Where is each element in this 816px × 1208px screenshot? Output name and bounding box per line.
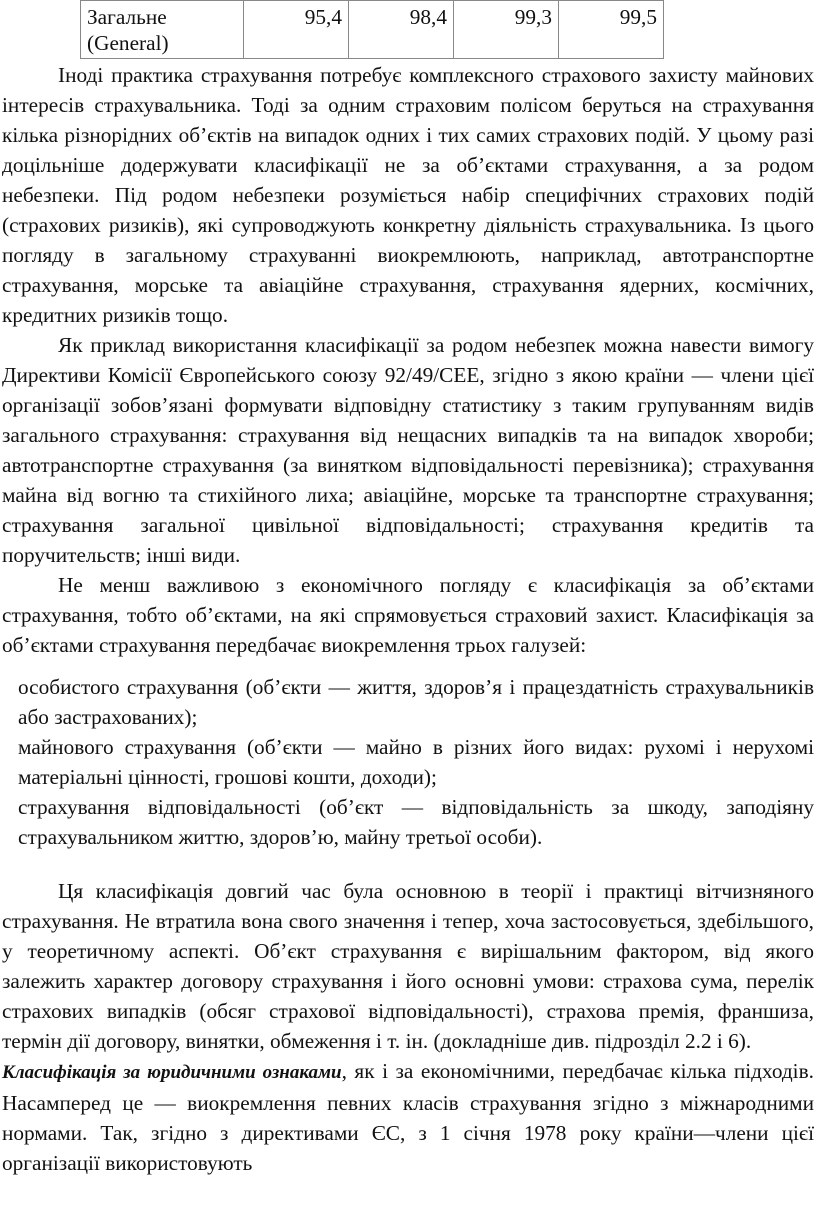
statistics-table — [80, 0, 664, 59]
paragraph-hazard-classification: Іноді практика страхування потребує комплексного страхового захисту майнових інтересів страхувальника. Тоді за одним страховим полісом беруться на страхування кілька різнорідних об’єктів на випадок одних і тих самих страхових подій. У цьому разі доцільніше додержувати класифікації не за об’єктами страхування, а за родом небезпеки. Під родом небезпеки розуміється набір специфічних страхових подій (страхових ризиків), які супроводжують конкретну діяльність страхувальника. Із цього погляду в загальному страхуванні виокремлюють, наприклад, автотранспортне страхування, морське та авіаційне страхування, страхування ядерних, космічних, кредитних ризиків тощо. — [2, 63, 814, 327]
insurance-branches-list — [2, 672, 814, 852]
list-item-liability-insurance: страхування відповідальності (об’єкт — відповідальність за шкоду, заподіяну страхувальником життю, здоров’ю, майну третьої особи). — [18, 795, 814, 849]
table-cell-value-3: 99,3 — [454, 1, 559, 59]
list-item-personal-insurance: особистого страхування (об’єкти — життя, здоров’я і працездатність страхувальників або застрахованих); — [18, 675, 814, 729]
table-cell-value-4: 99,5 — [559, 1, 664, 59]
table-cell-value-2: 98,4 — [349, 1, 454, 59]
list-item-property-insurance: майнового страхування (об’єкти — майно в різних його видах: рухомі і нерухомі матеріальні цінності, грошові кошти, доходи); — [18, 735, 814, 789]
table-cell-value-1: 95,4 — [244, 1, 349, 59]
paragraph-legal-classification-text: , як і за економічними, передбачає кілька підходів. Насамперед це — виокремлення певних класів страхування згідно з міжнародними нормами. Так, згідно з директивами ЄС, з 1 січня 1978 року країни—члени цієї організації використовують — [2, 1059, 814, 1175]
paragraph-object-classification: Не менш важливою з економічного погляду є класифікація за об’єктами страхування, тобто об’єктами, на які спрямовується страховий захист. Класифікація за об’єктами страхування передбачає виокремлення трьох галузей: — [2, 573, 814, 657]
paragraph-eu-directive-example: Як приклад використання класифікації за родом небезпек можна навести вимогу Директиви Комісії Європейського союзу 92/49/CEE, згідно з якою країни — члени цієї організації зобов’язані формувати відповідну статистику з таким групуванням видів загального страхування: страхування від нещасних випадків та на випадок хвороби; автотранспортне страхування (за винятком відповідальності перевізника); страхування майна від вогню та стихійного лиха; авіаційне, морське та транспортне страхування; страхування загальної цивільної відповідальності; страхування кредитів та поручительств; інші види. — [2, 333, 814, 567]
table-row — [81, 1, 664, 59]
table-cell-label: Загальне (General) — [81, 1, 244, 59]
paragraph-classification-significance: Ця класифікація довгий час була основною в теорії і практиці вітчизняного страхування. Не втратила вона свого значення і тепер, хоча застосовується, здебільшого, у теоретичному аспекті. Об’єкт страхування є вирішальним фактором, від якого залежить характер договору страхування і його основні умови: страхова сума, перелік страхових випадків (обсяг страхової відповідальності), страхова премія, франшиза, термін дії договору, винятки, обмеження і т. ін. (докладніше див. підрозділ 2.2 і 6). — [2, 879, 814, 1053]
emphasized-term: Класифікація за юридичними ознаками — [2, 1062, 342, 1083]
document-body — [2, 60, 814, 1178]
paragraph-legal-classification — [2, 1056, 814, 1178]
